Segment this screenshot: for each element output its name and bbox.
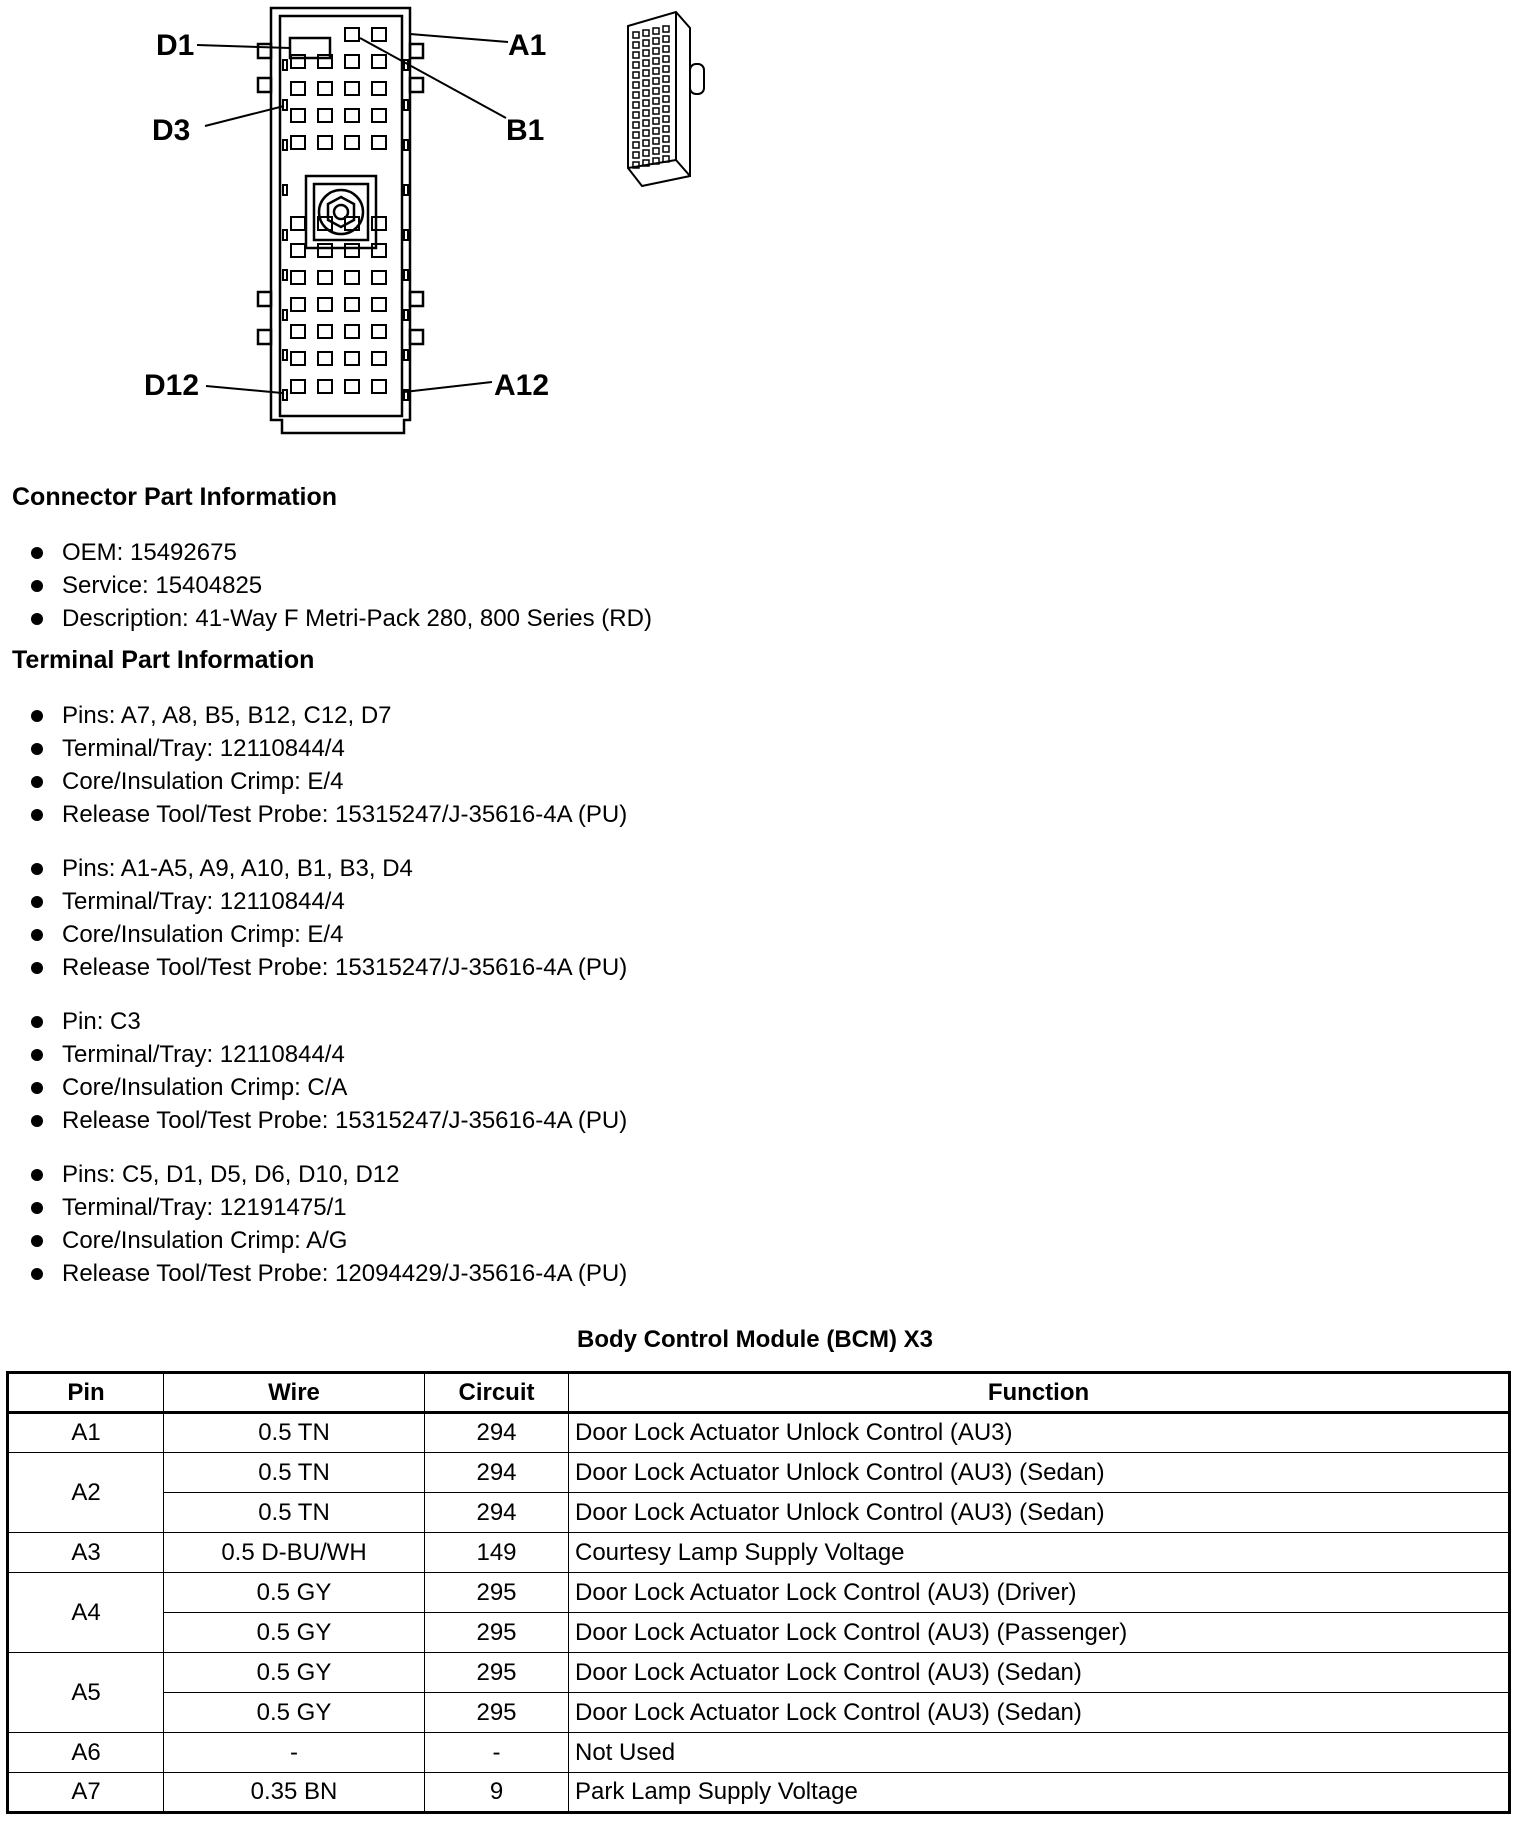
leader-d1	[197, 45, 290, 48]
iso-cavity	[653, 48, 659, 54]
connector-part-information-heading: Connector Part Information	[12, 483, 338, 511]
cavity	[291, 82, 305, 95]
cell-wire: 0.5 TN	[164, 1453, 425, 1493]
leader-b1	[360, 38, 506, 118]
cavity	[372, 28, 386, 41]
latch-notch	[404, 230, 408, 240]
list-item: Release Tool/Test Probe: 15315247/J-35616-4A (PU)	[0, 798, 627, 831]
latch-notch	[283, 230, 287, 240]
header-function: Function	[569, 1373, 1510, 1413]
iso-cavity	[653, 78, 659, 84]
latch-notch	[283, 270, 287, 280]
cavity	[345, 298, 359, 311]
cavity	[291, 109, 305, 122]
iso-cavity	[643, 90, 649, 96]
list-item: Core/Insulation Crimp: A/G	[0, 1224, 627, 1257]
cavity	[318, 352, 332, 365]
cavity	[318, 136, 332, 149]
iso-cavity	[643, 130, 649, 136]
list-item: Core/Insulation Crimp: C/A	[0, 1071, 627, 1104]
iso-cavity	[633, 82, 639, 88]
cavity	[345, 136, 359, 149]
callout-a12: A12	[494, 369, 550, 402]
terminal-group-4	[0, 1158, 627, 1290]
iso-cavity	[663, 146, 669, 152]
list-item: Terminal/Tray: 12110844/4	[0, 1038, 627, 1071]
cavity	[345, 380, 359, 393]
list-item: Pins: C5, D1, D5, D6, D10, D12	[0, 1158, 627, 1191]
cavity	[372, 298, 386, 311]
leader-a12	[404, 382, 492, 392]
cell-function: Courtesy Lamp Supply Voltage	[569, 1533, 1510, 1573]
cell-pin: A3	[8, 1533, 164, 1573]
cell-pin: A5	[8, 1653, 164, 1733]
iso-cavity	[663, 66, 669, 72]
iso-cavity	[653, 108, 659, 114]
iso-cavity	[643, 100, 649, 106]
cell-pin: A2	[8, 1453, 164, 1533]
cavity	[291, 271, 305, 284]
header-wire: Wire	[164, 1373, 425, 1413]
latch-notch	[404, 270, 408, 280]
list-item: Release Tool/Test Probe: 15315247/J-35616-4A (PU)	[0, 951, 627, 984]
cell-wire: -	[164, 1733, 425, 1773]
cell-wire: 0.35 BN	[164, 1773, 425, 1813]
callout-d1: D1	[156, 29, 195, 62]
leader-a1	[410, 34, 508, 42]
header-circuit: Circuit	[425, 1373, 569, 1413]
iso-cavity	[633, 122, 639, 128]
cell-wire: 0.5 D-BU/WH	[164, 1533, 425, 1573]
cavity	[345, 109, 359, 122]
cavity	[372, 55, 386, 68]
cavity	[291, 217, 305, 230]
cell-function: Park Lamp Supply Voltage	[569, 1773, 1510, 1813]
iso-cavity	[663, 136, 669, 142]
cell-function: Door Lock Actuator Lock Control (AU3) (Driver)	[569, 1573, 1510, 1613]
cavity	[318, 298, 332, 311]
cavity	[318, 380, 332, 393]
cell-circuit: 295	[425, 1693, 569, 1733]
iso-cavity	[643, 140, 649, 146]
callout-a1: A1	[508, 29, 547, 62]
iso-cavity	[653, 128, 659, 134]
table-row	[8, 1613, 1510, 1653]
cavity	[345, 244, 359, 257]
cell-wire: 0.5 TN	[164, 1493, 425, 1533]
latch-notch	[404, 310, 408, 320]
iso-cavity	[633, 112, 639, 118]
cavity	[345, 352, 359, 365]
cell-wire: 0.5 GY	[164, 1693, 425, 1733]
cell-function: Door Lock Actuator Unlock Control (AU3) (Sedan)	[569, 1453, 1510, 1493]
cell-function: Not Used	[569, 1733, 1510, 1773]
cell-circuit: 295	[425, 1613, 569, 1653]
iso-cavity	[643, 50, 649, 56]
latch-notch	[283, 350, 287, 360]
iso-cavity	[633, 132, 639, 138]
cavity	[291, 244, 305, 257]
iso-cavity	[653, 118, 659, 124]
cavity	[372, 352, 386, 365]
iso-cavity	[643, 120, 649, 126]
center-bolt-housing	[306, 176, 376, 248]
latch-notch	[283, 100, 287, 110]
cavity	[291, 380, 305, 393]
iso-cavity	[633, 42, 639, 48]
table-row	[8, 1453, 1510, 1493]
iso-cavity	[633, 102, 639, 108]
cell-circuit: 294	[425, 1493, 569, 1533]
iso-cavity	[653, 138, 659, 144]
latch-notch	[404, 100, 408, 110]
callout-d3: D3	[152, 114, 191, 147]
cavity	[345, 55, 359, 68]
table-row	[8, 1493, 1510, 1533]
table-header-row	[8, 1373, 1510, 1413]
iso-cavity	[663, 26, 669, 32]
iso-cavity	[653, 88, 659, 94]
cell-pin: A6	[8, 1733, 164, 1773]
cavity	[318, 109, 332, 122]
iso-cavity	[643, 150, 649, 156]
cell-circuit: 295	[425, 1653, 569, 1693]
latch-notch	[283, 185, 287, 195]
list-item: Pins: A7, A8, B5, B12, C12, D7	[0, 699, 627, 732]
table-row	[8, 1573, 1510, 1613]
cavity	[318, 244, 332, 257]
list-item: Release Tool/Test Probe: 15315247/J-35616-4A (PU)	[0, 1104, 627, 1137]
iso-cavity	[663, 106, 669, 112]
table-row	[8, 1533, 1510, 1573]
cell-function: Door Lock Actuator Unlock Control (AU3) (Sedan)	[569, 1493, 1510, 1533]
cavity	[318, 271, 332, 284]
iso-cavity	[633, 62, 639, 68]
latch-notch	[283, 60, 287, 70]
terminal-group-2	[0, 852, 627, 984]
cell-circuit: 294	[425, 1413, 569, 1453]
list-item: OEM: 15492675	[0, 536, 652, 569]
table-row	[8, 1653, 1510, 1693]
iso-cavity	[633, 152, 639, 158]
cell-circuit: 294	[425, 1453, 569, 1493]
cavity	[372, 244, 386, 257]
iso-cavity	[653, 68, 659, 74]
list-item: Service: 15404825	[0, 569, 652, 602]
header-pin: Pin	[8, 1373, 164, 1413]
latch-notch	[283, 140, 287, 150]
terminal-part-information-heading: Terminal Part Information	[12, 646, 315, 674]
cavity	[372, 325, 386, 338]
iso-cavity	[663, 116, 669, 122]
cavity	[345, 271, 359, 284]
cell-circuit: 295	[425, 1573, 569, 1613]
cell-wire: 0.5 GY	[164, 1573, 425, 1613]
iso-cavity	[663, 36, 669, 42]
table-row	[8, 1693, 1510, 1733]
table-title: Body Control Module (BCM) X3	[577, 1326, 933, 1353]
cavity	[372, 217, 386, 230]
cell-circuit: 9	[425, 1773, 569, 1813]
cavity	[291, 136, 305, 149]
iso-cavity	[653, 148, 659, 154]
cell-circuit: 149	[425, 1533, 569, 1573]
iso-cavity	[633, 52, 639, 58]
iso-cavity	[643, 40, 649, 46]
list-item: Terminal/Tray: 12191475/1	[0, 1191, 627, 1224]
cavity	[345, 28, 359, 41]
cell-pin: A7	[8, 1773, 164, 1813]
terminal-group-3	[0, 1005, 627, 1137]
iso-cavity	[663, 76, 669, 82]
list-item: Description: 41-Way F Metri-Pack 280, 800 Series (RD)	[0, 602, 652, 635]
iso-cavity	[633, 142, 639, 148]
cavity	[372, 82, 386, 95]
table-row	[8, 1773, 1510, 1813]
cavity	[372, 109, 386, 122]
connector-face-diagram	[0, 0, 760, 440]
latch-notch	[404, 350, 408, 360]
cavity	[345, 82, 359, 95]
cell-circuit: -	[425, 1733, 569, 1773]
latch-notch	[404, 140, 408, 150]
cell-pin: A1	[8, 1413, 164, 1453]
list-item: Release Tool/Test Probe: 12094429/J-35616-4A (PU)	[0, 1257, 627, 1290]
connector-isometric-thumbnail	[628, 12, 704, 186]
callout-b1: B1	[506, 114, 545, 147]
iso-cavity	[633, 32, 639, 38]
list-item: Core/Insulation Crimp: E/4	[0, 765, 627, 798]
cell-function: Door Lock Actuator Lock Control (AU3) (Sedan)	[569, 1653, 1510, 1693]
iso-cavity	[653, 28, 659, 34]
latch-notch	[283, 390, 287, 400]
cell-function: Door Lock Actuator Lock Control (AU3) (Sedan)	[569, 1693, 1510, 1733]
cavity	[372, 271, 386, 284]
iso-cavity	[663, 96, 669, 102]
cell-wire: 0.5 GY	[164, 1613, 425, 1653]
list-item: Pin: C3	[0, 1005, 627, 1038]
iso-cavity	[653, 38, 659, 44]
connector-part-information-list	[0, 536, 652, 635]
table-row	[8, 1413, 1510, 1453]
cell-wire: 0.5 GY	[164, 1653, 425, 1693]
cavity	[372, 380, 386, 393]
iso-cavity	[643, 80, 649, 86]
iso-cavity	[643, 110, 649, 116]
cavity	[318, 82, 332, 95]
latch-notch	[283, 310, 287, 320]
iso-cavity	[663, 86, 669, 92]
list-item: Terminal/Tray: 12110844/4	[0, 732, 627, 765]
cell-function: Door Lock Actuator Lock Control (AU3) (Passenger)	[569, 1613, 1510, 1653]
iso-cavity	[653, 58, 659, 64]
iso-cavity	[663, 56, 669, 62]
cell-pin: A4	[8, 1573, 164, 1653]
iso-cavity	[663, 126, 669, 132]
table-row	[8, 1733, 1510, 1773]
cell-wire: 0.5 TN	[164, 1413, 425, 1453]
iso-cavity	[643, 30, 649, 36]
cell-function: Door Lock Actuator Unlock Control (AU3)	[569, 1413, 1510, 1453]
iso-cavity	[653, 98, 659, 104]
latch-notch	[404, 185, 408, 195]
cavity	[318, 325, 332, 338]
list-item: Core/Insulation Crimp: E/4	[0, 918, 627, 951]
cavity	[291, 352, 305, 365]
pinout-table	[6, 1371, 1511, 1814]
iso-cavity	[633, 72, 639, 78]
terminal-group-1	[0, 699, 627, 831]
iso-cavity	[643, 70, 649, 76]
iso-cavity	[663, 46, 669, 52]
iso-cavity	[643, 60, 649, 66]
callout-d12: D12	[144, 369, 200, 402]
iso-cavity	[633, 92, 639, 98]
cavity	[345, 325, 359, 338]
cavity	[291, 325, 305, 338]
list-item: Terminal/Tray: 12110844/4	[0, 885, 627, 918]
cavity	[372, 136, 386, 149]
cavity	[291, 298, 305, 311]
list-item: Pins: A1-A5, A9, A10, B1, B3, D4	[0, 852, 627, 885]
